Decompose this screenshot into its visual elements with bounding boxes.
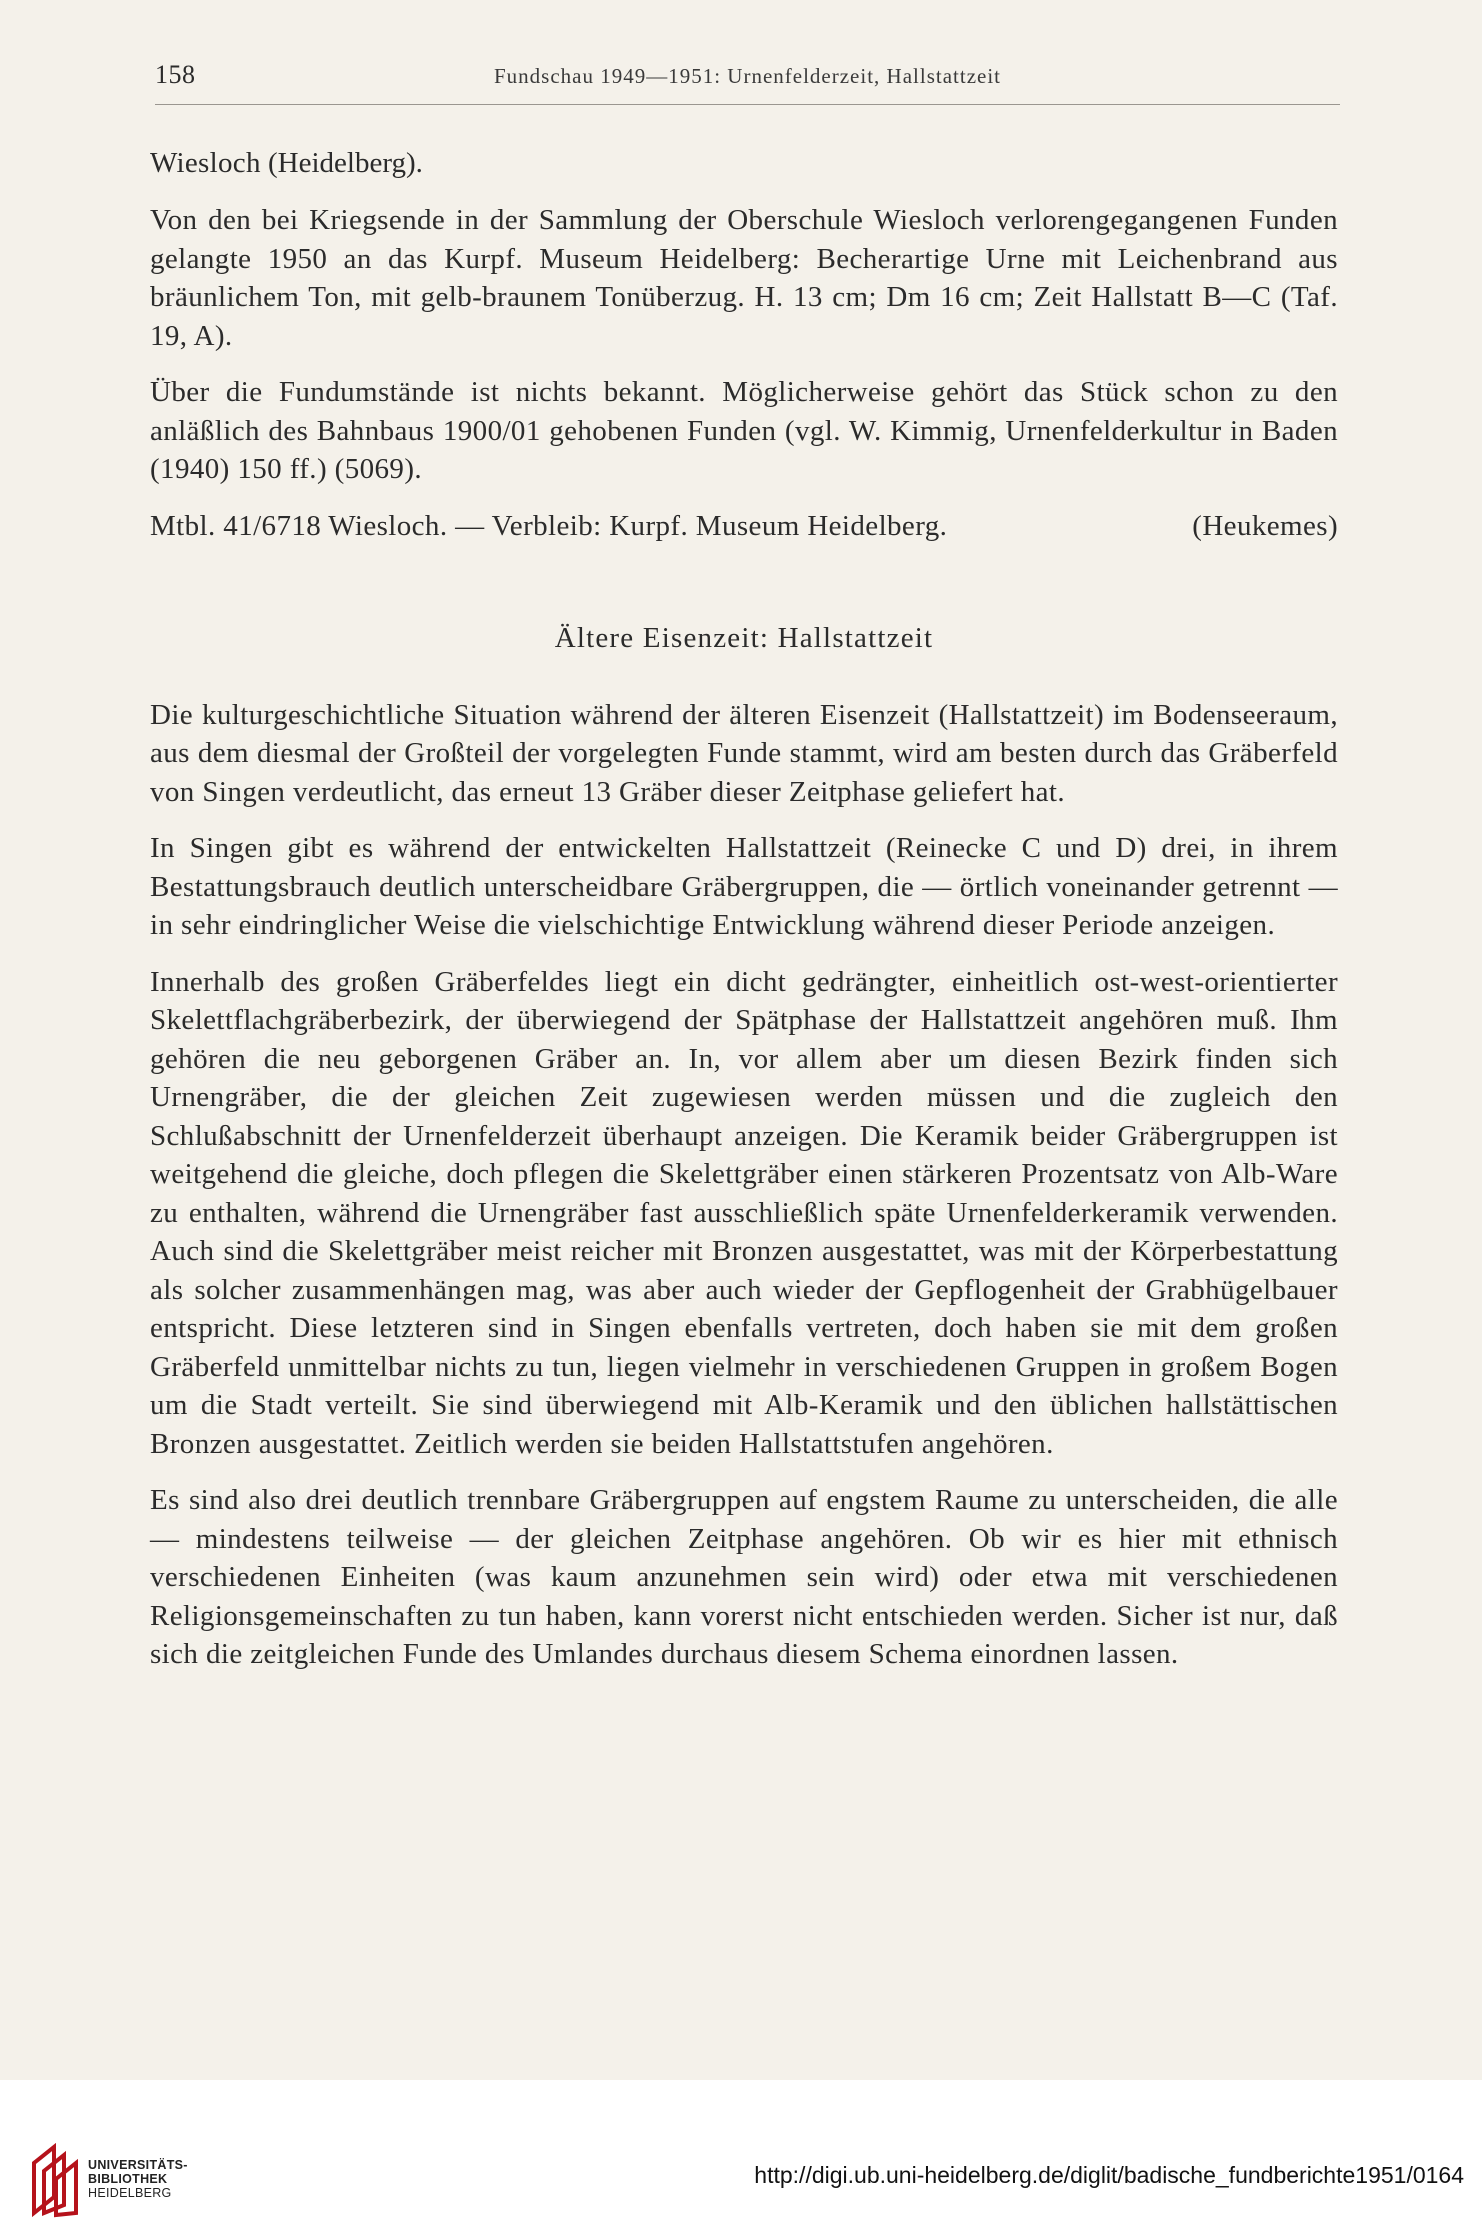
section-paragraph-4: Es sind also drei deutlich trennbare Gräbergruppen auf engstem Raume zu unterscheiden, die alle — mindestens teilweise — der gleichen Zeitphase angehören. Ob wir es hier mit ethnisch verschiedenen Einheiten (was kaum anzunehmen sein wird) oder etwa mit verschiedenen Religionsgemeinschaften zu tun haben, kann vorerst nicht entschieden werden. Sicher ist nur, daß sich die zeitgleichen Funde des Umlandes durchaus diesem Schema einordnen lassen. bbox=[150, 1484, 1338, 1670]
page-body bbox=[150, 145, 1338, 1692]
entry-paragraph-find: Von den bei Kriegsende in der Sammlung der Oberschule Wiesloch verlorengegangenen Funden gelangte 1950 an das Kurpf. Museum Heidelberg: Becherartige Urne mit Leichenbrand aus bräunlichem Ton, mit gelb-braunem Tonüberzug. H. 13 cm; Dm 16 cm; Zeit Hallstatt B—C (Taf. 19, A). bbox=[150, 204, 1338, 352]
site-heading bbox=[150, 145, 1338, 181]
library-name bbox=[88, 2158, 188, 2200]
page-header bbox=[155, 60, 1340, 105]
library-name-line3: HEIDELBERG bbox=[88, 2186, 172, 2200]
entry-paragraph-circumstances: Über die Fundumstände ist nichts bekannt. Möglicherweise gehört das Stück schon zu den anläßlich des Bahnbaus 1900/01 gehobenen Funden (vgl. W. Kimmig, Urnenfelderkultur in Baden (1940) 150 ff.) (5069). bbox=[150, 376, 1338, 485]
library-name-line1: UNIVERSITÄTS- bbox=[88, 2158, 188, 2172]
library-name-line2: BIBLIOTHEK bbox=[88, 2172, 168, 2186]
site-district: (Heidelberg). bbox=[268, 147, 423, 179]
site-name: Wiesloch bbox=[150, 147, 261, 179]
section-paragraph-1: Die kulturgeschichtliche Situation während der älteren Eisenzeit (Hallstattzeit) im Bodenseeraum, aus dem diesmal der Großteil der vorgelegten Funde stammt, wird am besten durch das Gräberfeld von Singen verdeutlicht, das erneut 13 Gräber dieser Zeitphase geliefert hat. bbox=[150, 698, 1338, 808]
section-paragraph-2: In Singen gibt es während der entwickelten Hallstattzeit (Reinecke C und D) drei, in ihrem Bestattungsbrauch deutlich unterscheidbare Gräbergruppen, die — örtlich voneinander getrennt — in sehr eindringlicher Weise die vielschichtige Entwicklung während dieser Periode anzeigen. bbox=[150, 832, 1338, 941]
running-head: Fundschau 1949—1951: Urnenfelderzeit, Hallstattzeit bbox=[493, 64, 1002, 88]
entry-author: (Heukemes) bbox=[1192, 509, 1338, 542]
map-reference: Mtbl. 41/6718 Wiesloch. — Verbleib: Kurpf. Museum Heidelberg. bbox=[150, 509, 948, 542]
section-heading: Ältere Eisenzeit: Hallstattzeit bbox=[554, 621, 934, 654]
page-number: 158 bbox=[155, 60, 196, 89]
digitization-footer bbox=[0, 2080, 1482, 2236]
section-paragraph-3: Innerhalb des großen Gräberfeldes liegt ein dicht gedrängter, einheitlich ost-west-orientierter Skelettflachgräberbezirk, der überwiegend der Spätphase der Hallstattzeit angehören muß. Ihm gehören die neu geborgenen Gräber an. In, vor allem aber um diesen Bezirk finden sich Urnengräber, die der gleichen Zeit zugewiesen werden müssen und die zugleich den Schlußabschnitt der Urnenfelderzeit überhaupt anzeigen. Die Keramik beider Gräbergruppen ist weitgehend die gleiche, doch pflegen die Skelettgräber einen stärkeren Prozentsatz von Alb-Ware zu enthalten, während die Urnengräber fast ausschließlich späte Urnenfelderkeramik verwenden. Auch sind die Skelettgräber meist reicher mit Bronzen ausgestattet, was mit der Körperbestattung als solcher zusammenhängen mag, was aber auch wieder der Gepflogenheit der Grabhügelbauer entspricht. Diese letzteren sind in Singen ebenfalls vertreten, doch haben sie mit dem großen Gräberfeld unmittelbar nichts zu tun, liegen vielmehr in verschiedenen Gruppen in großem Bogen um die Stadt verteilt. Sie sind überwiegend mit Alb-Keramik und den üblichen hallstättischen Bronzen ausgestattet. Zeitlich werden sie beiden Hallstattstufen angehören. bbox=[150, 965, 1338, 1460]
source-url-link[interactable]: http://digi.ub.uni-heidelberg.de/diglit/badische_fundberichte1951/0164 bbox=[754, 2162, 1464, 2188]
ub-heidelberg-logo-icon[interactable] bbox=[30, 2143, 82, 2218]
entry-reference-line bbox=[150, 507, 1338, 545]
